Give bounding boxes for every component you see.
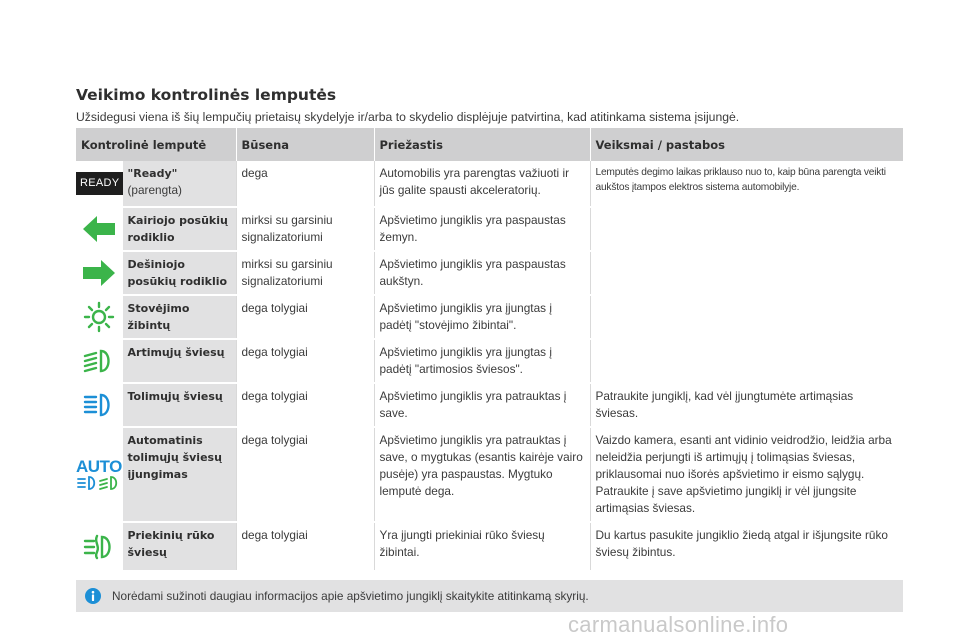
lamp-action: Lemputės degimo laikas priklauso nuo to, kaip būna parengta veikti aukštos įtampos elektros sistema automobilyje. xyxy=(590,161,903,207)
column-header-lamp: Kontrolinė lemputė xyxy=(76,128,236,161)
lamp-name: Stovėjimo žibintų xyxy=(122,295,236,339)
lamp-name: Priekinių rūko šviesų xyxy=(122,522,236,570)
column-header-cause: Priežastis xyxy=(374,128,590,161)
table-row xyxy=(76,295,903,339)
warning-lamps-table xyxy=(76,128,904,570)
lamp-action xyxy=(590,295,903,339)
lamp-cause: Apšvietimo jungiklis yra patrauktas į save, o mygtukas (esantis kairėje vairo pusėje) yra paspaustas. Mygtuko lemputė dega. xyxy=(374,427,590,522)
lamp-action xyxy=(590,339,903,383)
watermark: carmanualsonline.info xyxy=(568,612,789,637)
dipped-beam-icon xyxy=(76,339,122,383)
lamp-name: Tolimųjų šviesų xyxy=(122,383,236,427)
lamp-state: dega tolygiai xyxy=(236,339,374,383)
auto-main-beam-icon: AUTO xyxy=(76,427,122,522)
right-turn-arrow-icon xyxy=(76,251,122,295)
lamp-state: dega tolygiai xyxy=(236,383,374,427)
lamp-state: mirksi su garsiniu signalizatoriumi xyxy=(236,207,374,251)
lamp-cause: Apšvietimo jungiklis yra įjungtas į padėtį "stovėjimo žibintai". xyxy=(374,295,590,339)
table-row xyxy=(76,251,903,295)
table-header-row xyxy=(76,128,903,161)
left-turn-arrow-icon xyxy=(76,207,122,251)
lamp-name: Automatinis tolimųjų šviesų įjungimas xyxy=(122,427,236,522)
lamp-state: dega tolygiai xyxy=(236,427,374,522)
lamp-action xyxy=(590,251,903,295)
lamp-cause: Yra įjungti priekiniai rūko šviesų žibintai. xyxy=(374,522,590,570)
lamp-name: Artimųjų šviesų xyxy=(122,339,236,383)
lamp-state: dega xyxy=(236,161,374,207)
table-row xyxy=(76,522,903,570)
lamp-cause: Automobilis yra parengtas važiuoti ir jūs galite spausti akceleratorių. xyxy=(374,161,590,207)
lamp-name: Kairiojo posūkių rodiklio xyxy=(122,207,236,251)
info-icon xyxy=(85,588,101,604)
table-row xyxy=(76,339,903,383)
ready-icon: READY xyxy=(76,161,122,207)
table-row xyxy=(76,207,903,251)
front-fog-icon xyxy=(76,522,122,570)
table-row xyxy=(76,383,903,427)
lamp-name: Dešiniojo posūkių rodiklio xyxy=(122,251,236,295)
info-note xyxy=(76,580,903,612)
lamp-state: mirksi su garsiniu signalizatoriumi xyxy=(236,251,374,295)
lamp-action: Patraukite jungiklį, kad vėl įjungtumėte artimąsias šviesas. xyxy=(590,383,903,427)
lamp-action: Vaizdo kamera, esanti ant vidinio veidrodžio, leidžia arba neleidžia perjungti iš artimųjų į tolimąsias šviesas, priklausomai nuo išorės apšvietimo ir eismo sąlygų. Patraukite į save apšvietimo jungiklį ir vėl įjungsite artimąsias šviesas. xyxy=(590,427,903,522)
sidelamps-icon xyxy=(76,295,122,339)
intro-text: Užsidegusi viena iš šių lempučių prietaisų skydelyje ir/arba to skydelio displėjuje patvirtina, kad atitinkama sistema įsijungė. xyxy=(76,110,740,124)
lamp-name: "Ready" (parengta) xyxy=(122,161,236,207)
info-text: Norėdami sužinoti daugiau informacijos apie apšvietimo jungiklį skaitykite atitinkamą skyrių. xyxy=(112,589,589,603)
lamp-cause: Apšvietimo jungiklis yra įjungtas į padėtį "artimosios šviesos". xyxy=(374,339,590,383)
page-title: Veikimo kontrolinės lemputės xyxy=(76,86,337,104)
lamp-action xyxy=(590,207,903,251)
lamp-cause: Apšvietimo jungiklis yra patrauktas į save. xyxy=(374,383,590,427)
main-beam-icon xyxy=(76,383,122,427)
lamp-state: dega tolygiai xyxy=(236,522,374,570)
lamp-cause: Apšvietimo jungiklis yra paspaustas aukštyn. xyxy=(374,251,590,295)
lamp-action: Du kartus pasukite jungiklio žiedą atgal ir išjungsite rūko šviesų žibintus. xyxy=(590,522,903,570)
column-header-action: Veiksmai / pastabos xyxy=(590,128,903,161)
table-row xyxy=(76,161,903,207)
table-row xyxy=(76,427,903,522)
lamp-cause: Apšvietimo jungiklis yra paspaustas žemyn. xyxy=(374,207,590,251)
column-header-state: Būsena xyxy=(236,128,374,161)
lamp-state: dega tolygiai xyxy=(236,295,374,339)
